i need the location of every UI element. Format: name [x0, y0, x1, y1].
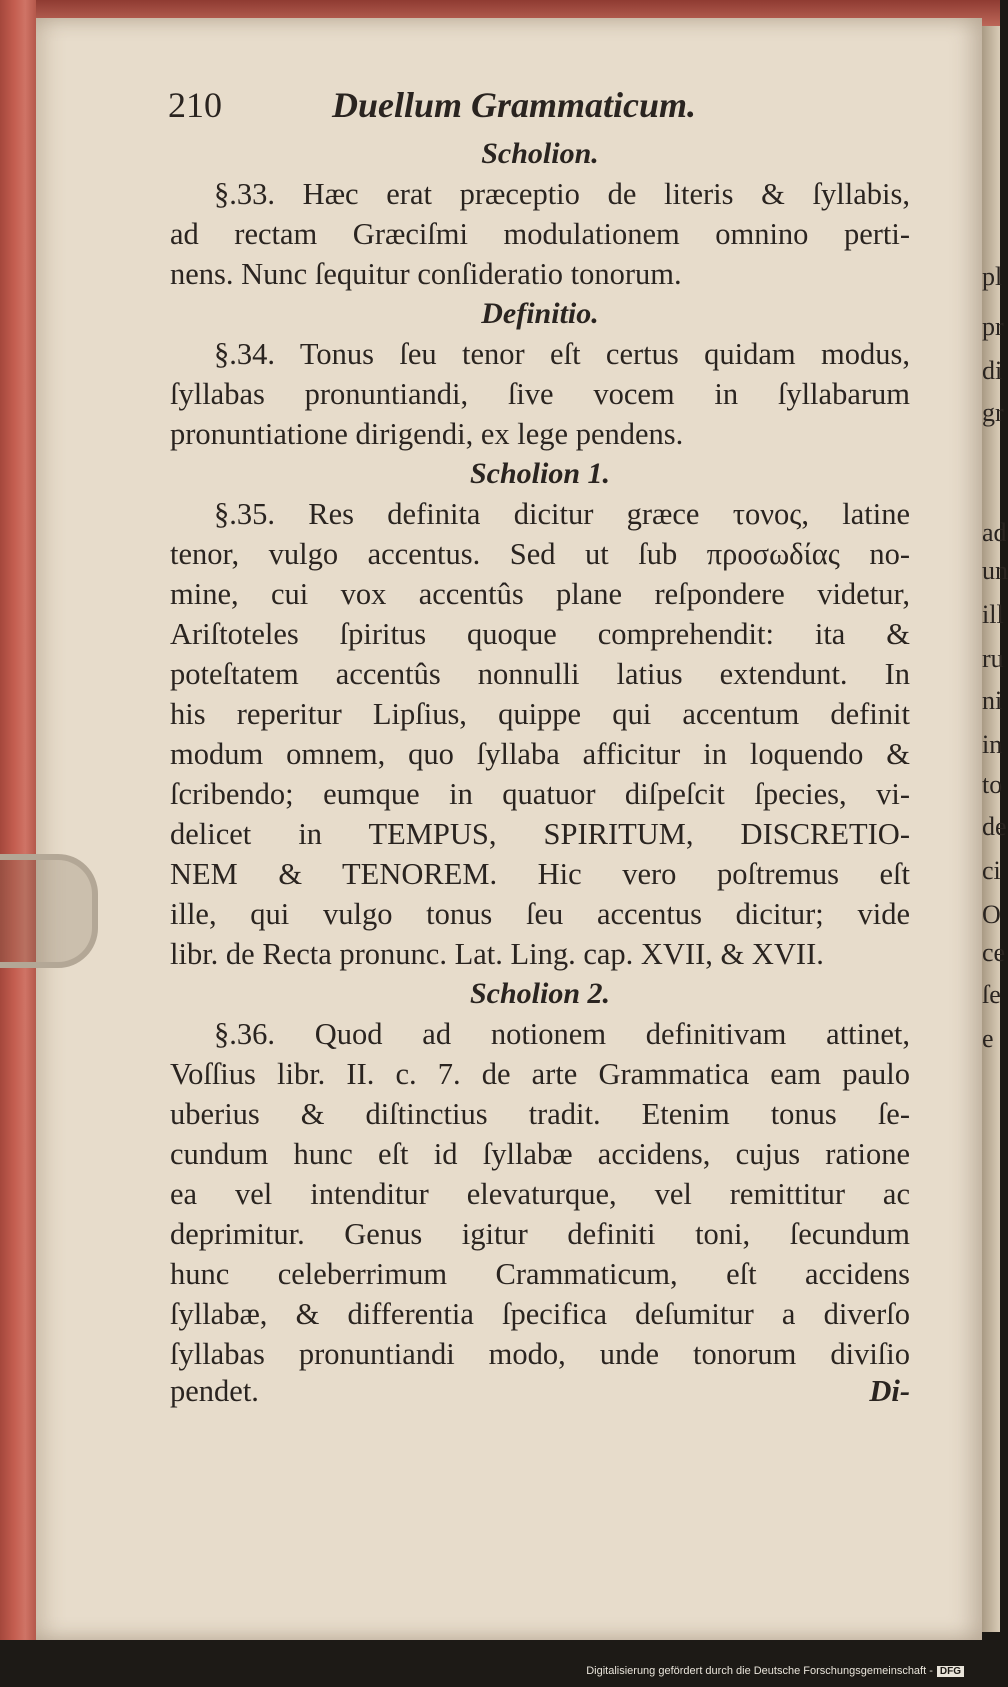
running-title: Duellum Grammaticum. — [332, 85, 697, 125]
text-line: pronuntiatione dirigendi, ex lege pendens. — [170, 417, 684, 451]
dfg-logo: DFG — [937, 1666, 964, 1677]
last-line-text: pendet. — [170, 1374, 259, 1408]
facing-page-fragment: O — [982, 900, 1001, 929]
text-line: poteſtatem accentûs nonnulli latius extendunt. In — [170, 657, 910, 691]
heading-scholion: Scholion. — [481, 137, 599, 170]
text-line: ſcribendo; eumque in quatuor diſpeſcit ſpecies, vi- — [170, 777, 910, 811]
facing-page-fragment: un — [982, 556, 1008, 585]
text-line: cundum hunc eſt id ſyllabæ accidens, cujus ratione — [170, 1137, 910, 1171]
text-line: modum omnem, quo ſyllaba afficitur in loquendo & — [170, 737, 910, 771]
facing-page-fragment: gr — [982, 398, 1004, 427]
text-line: ſyllabas pronuntiandi, ſive vocem in ſyllabarum — [170, 377, 910, 411]
text-line: Ariſtoteles ſpiritus quoque comprehendit: ita & — [170, 617, 910, 651]
text-line: ſyllabæ, & differentia ſpecifica deſumitur a diverſo — [170, 1297, 910, 1331]
facing-page-fragment: pl — [982, 262, 1003, 291]
text-line: libr. de Recta pronunc. Lat. Ling. cap. XVII, & XVII. — [170, 937, 824, 971]
page-number: 210 — [168, 85, 222, 125]
footer-credit — [586, 1665, 964, 1677]
facing-page-fragment: pr — [982, 312, 1004, 341]
facing-page-fragment: ci — [982, 856, 1001, 885]
page-text — [170, 84, 910, 1414]
text-line: ſyllabas pronuntiandi modo, unde tonorum diviſio — [170, 1337, 910, 1371]
facing-page-fragment: e — [982, 1024, 994, 1053]
paragraph-35 — [170, 494, 910, 974]
facing-page-fragment: ad — [982, 518, 1007, 547]
paragraph-33 — [170, 174, 910, 294]
text-line: ad rectam Græciſmi modulationem omnino perti- — [170, 217, 910, 251]
page-last-line — [170, 1374, 910, 1414]
catchword: Di- — [869, 1374, 910, 1408]
scan-bottom-band — [0, 1640, 1000, 1687]
facing-page-fragment: in — [982, 730, 1003, 759]
text-line: §.33. Hæc erat præceptio de literis & ſyllabis, — [214, 177, 910, 211]
facing-page-fragment: ru — [982, 644, 1004, 673]
text-line: mine, cui vox accentûs plane reſpondere videtur, — [170, 577, 910, 611]
running-head — [170, 84, 910, 134]
heading-scholion-2: Scholion 2. — [469, 977, 611, 1010]
facing-page-fragment: de — [982, 812, 1007, 841]
heading-definitio: Definitio. — [481, 297, 599, 330]
text-line: nens. Nunc ſequitur conſideratio tonorum. — [170, 257, 682, 291]
book-spine-edge — [0, 0, 36, 1660]
text-line: hunc celeberrimum Crammaticum, eſt accidens — [170, 1257, 910, 1291]
footer-text: Digitalisierung gefördert durch die Deutsche Forschungsgemeinschaft - — [586, 1665, 933, 1677]
facing-page-fragment: to — [982, 770, 1003, 799]
text-line: uberius & diſtinctius tradit. Etenim tonus ſe- — [170, 1097, 910, 1131]
facing-page-fragment: ce — [982, 938, 1006, 967]
text-line: §.36. Quod ad notionem definitivam attinet, — [214, 1017, 910, 1051]
text-line: §.35. Res definita dicitur græce τονος, latine — [214, 497, 910, 531]
book-clasp — [0, 854, 98, 968]
text-line: delicet in TEMPUS, SPIRITUM, DISCRETIO- — [170, 817, 910, 851]
facing-page-fragment: ill — [982, 600, 1004, 629]
text-line: §.34. Tonus ſeu tenor eſt certus quidam modus, — [214, 337, 910, 371]
text-line: deprimitur. Genus igitur definiti toni, ſecundum — [170, 1217, 910, 1251]
text-line: ea vel intenditur elevaturque, vel remittitur ac — [170, 1177, 910, 1211]
facing-page-fragment: di — [982, 356, 1003, 385]
text-line: ille, qui vulgo tonus ſeu accentus dicitur; vide — [170, 897, 910, 931]
paragraph-36 — [170, 1014, 910, 1374]
facing-page-fragment: ni — [982, 686, 1003, 715]
text-line: NEM & TENOREM. Hic vero poſtremus eſt — [170, 857, 910, 891]
text-line: Voſſius libr. II. c. 7. de arte Grammatica eam paulo — [170, 1057, 910, 1091]
heading-scholion-1: Scholion 1. — [469, 457, 611, 490]
paragraph-34 — [170, 334, 910, 454]
text-line: tenor, vulgo accentus. Sed ut ſub προσωδίας no- — [170, 537, 910, 571]
facing-page-fragment: ſe — [982, 980, 1001, 1009]
text-line: his reperitur Lipſius, quippe qui accentum definit — [170, 697, 910, 731]
